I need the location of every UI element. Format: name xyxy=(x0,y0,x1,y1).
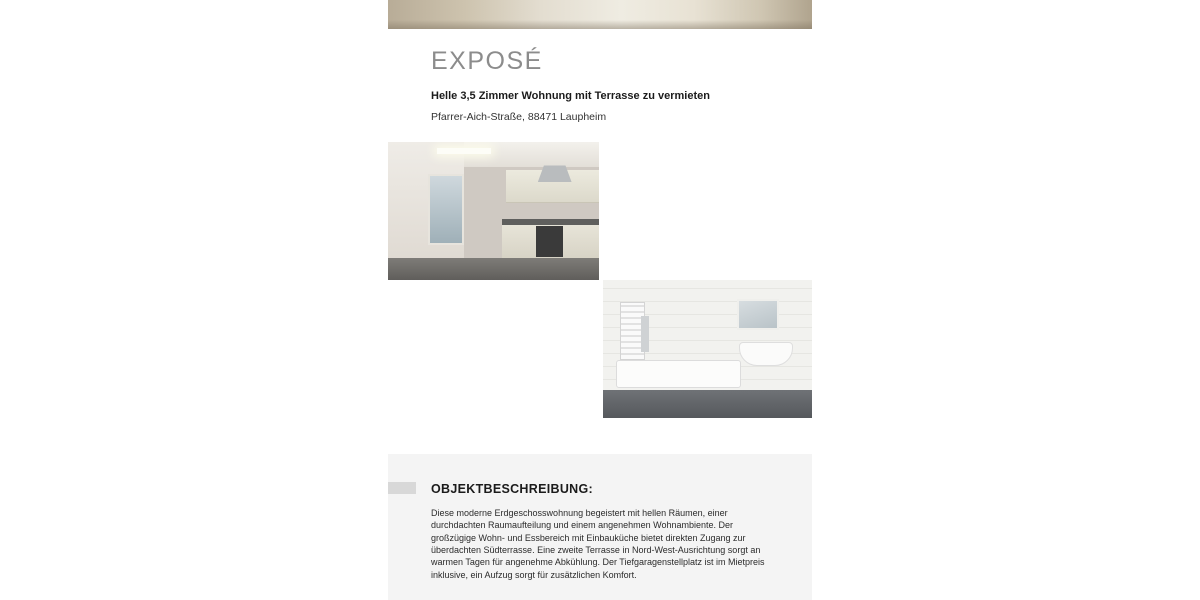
kitchen-floor xyxy=(388,258,599,280)
kitchen-light-icon xyxy=(437,148,492,155)
bathroom-floor xyxy=(603,390,812,418)
header-banner-photo xyxy=(388,0,812,29)
photo-gallery xyxy=(388,142,812,425)
kitchen-photo xyxy=(388,142,599,280)
bathroom-photo xyxy=(603,280,812,418)
section-marker xyxy=(388,482,416,494)
expose-document xyxy=(388,0,812,600)
page-title: EXPOSÉ xyxy=(431,47,543,75)
kitchen-hood-icon xyxy=(538,165,572,182)
kitchen-oven-icon xyxy=(536,226,563,256)
description-text: Diese moderne Erdgeschosswohnung begeistert mit hellen Räumen, einer durchdachten Raumaufteilung und einem angenehmen Wohnambiente. Der großzügige Wohn- und Essbereich mit Einbauküche bietet direkten Zugang zur überdachten Südterrasse. Eine zweite Terrasse in Nord-West-Ausrichtung sorgt an warmen Tagen für angenehme Abkühlung. Der Tiefgaragenstellplatz ist im Mietpreis inklusive, ein Aufzug sorgt für zusätzlichen Komfort. xyxy=(431,508,765,580)
property-address: Pfarrer-Aich-Straße, 88471 Laupheim xyxy=(431,111,607,123)
shower-fixture-icon xyxy=(641,316,649,352)
bathroom-mirror xyxy=(737,299,779,329)
description-heading: OBJEKTBESCHREIBUNG: xyxy=(431,482,593,496)
description-section xyxy=(388,454,812,600)
bathtub-icon xyxy=(616,360,741,388)
property-headline: Helle 3,5 Zimmer Wohnung mit Terrasse zu vermieten xyxy=(431,90,710,102)
bathroom-sink-icon xyxy=(739,342,793,365)
kitchen-door xyxy=(428,174,464,246)
